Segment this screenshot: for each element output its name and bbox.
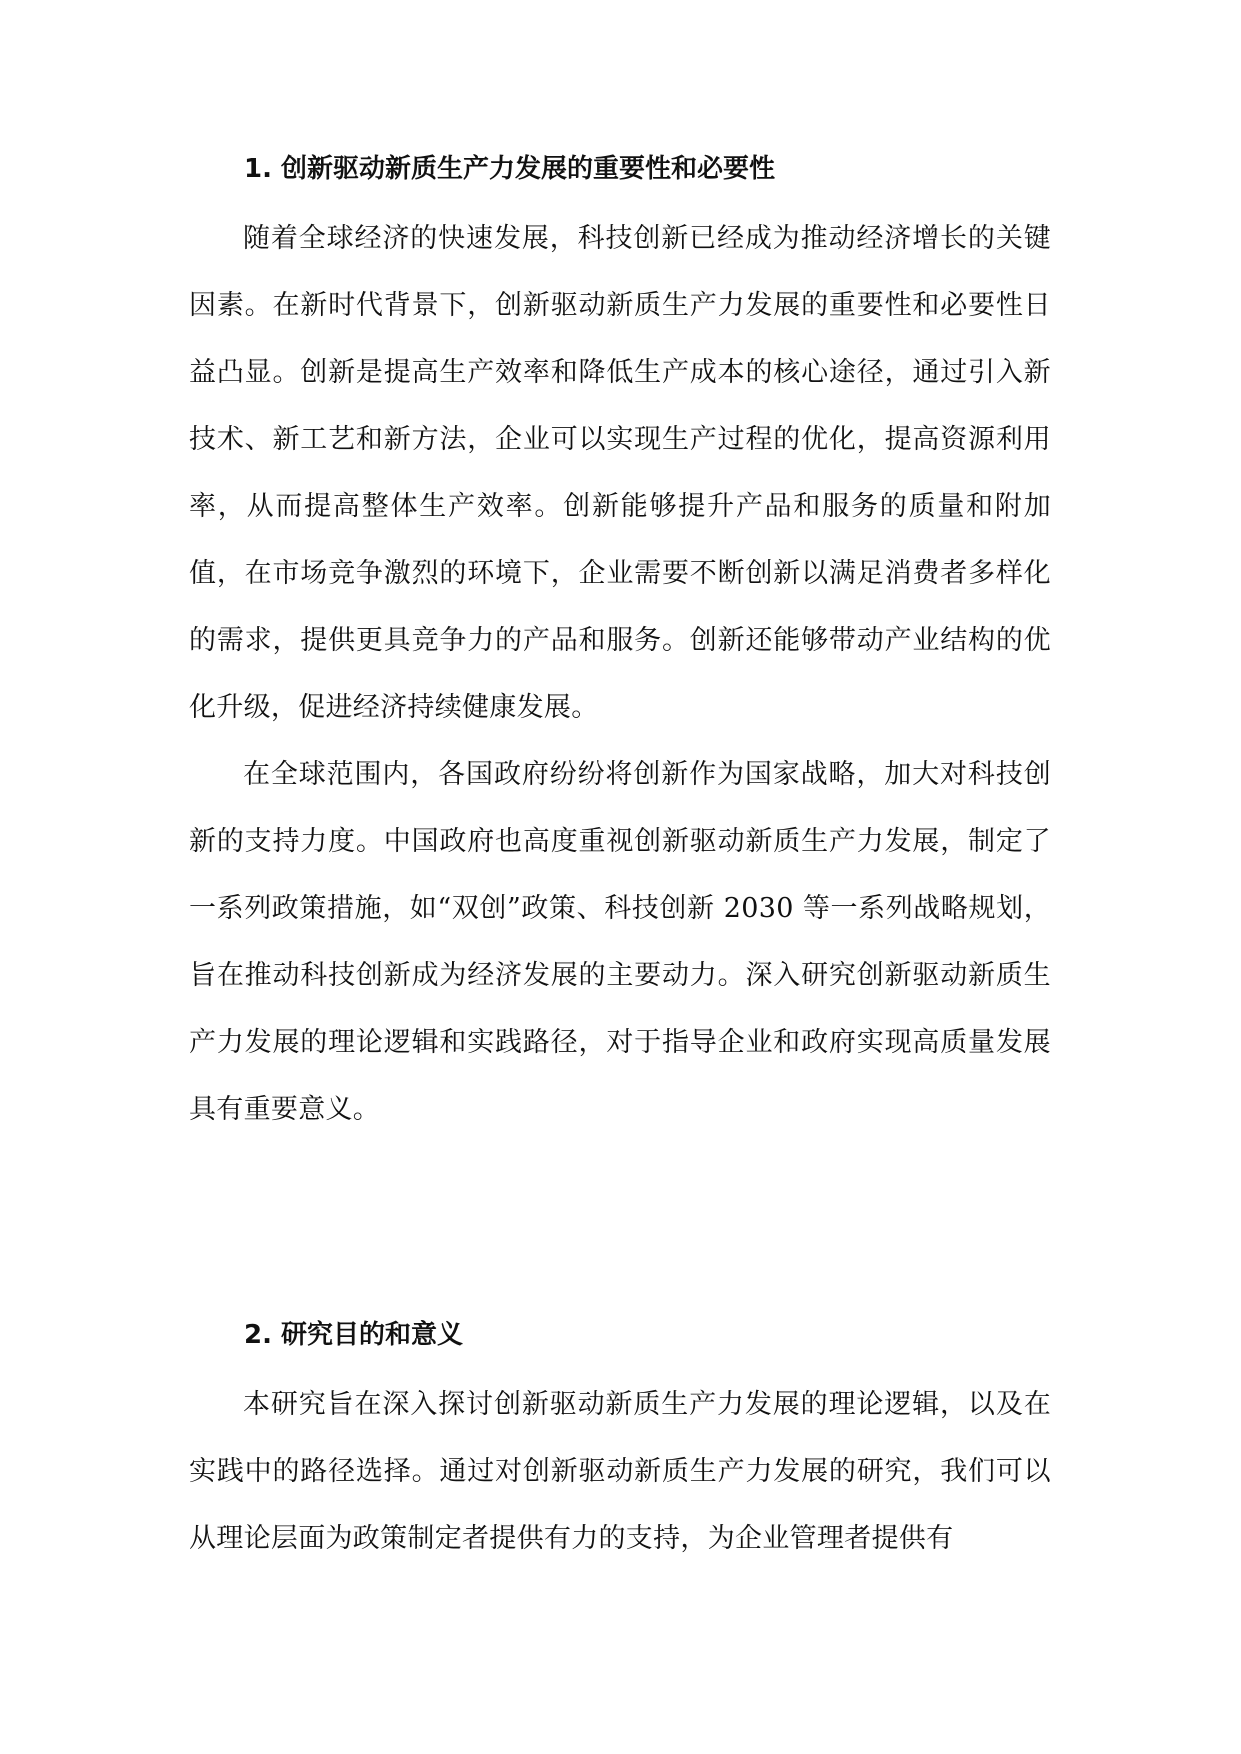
paragraph: 随着全球经济的快速发展，科技创新已经成为推动经济增长的关键因素。在新时代背景下，创新驱动新质生产力发展的重要性和必要性日益凸显。创新是提高生产效率和降低生产成本的核心途径，通过引入新技术、新工艺和新方法，企业可以实现生产过程的优化，提高资源利用率，从而提高整体生产效率。创新能够提升产品和服务的质量和附加值，在市场竞争激烈的环境下，企业需要不断创新以满足消费者多样化的需求，提供更具竞争力的产品和服务。创新还能够带动产业结构的优化升级，促进经济持续健康发展。 <box>189 223 1051 723</box>
paragraph: 本研究旨在深入探讨创新驱动新质生产力发展的理论逻辑，以及在实践中的路径选择。通过对创新驱动新质生产力发展的研究，我们可以从理论层面为政策制定者提供有力的支持，为企业管理者提供有 <box>189 1389 1051 1554</box>
section-heading: 2. 研究目的和意义 <box>244 1320 464 1350</box>
section-heading: 1. 创新驱动新质生产力发展的重要性和必要性 <box>244 154 776 184</box>
section-importance <box>189 143 1051 1143</box>
paragraph: 在全球范围内，各国政府纷纷将创新作为国家战略，加大对科技创新的支持力度。中国政府也高度重视创新驱动新质生产力发展，制定了一系列政策措施，如“双创”政策、科技创新 2030 等一系列战略规划，旨在推动科技创新成为经济发展的主要动力。深入研究创新驱动新质生产力发展的理论逻辑和实践路径，对于指导企业和政府实现高质量发展具有重要意义。 <box>189 759 1051 1125</box>
section-purpose <box>189 1309 1051 1572</box>
